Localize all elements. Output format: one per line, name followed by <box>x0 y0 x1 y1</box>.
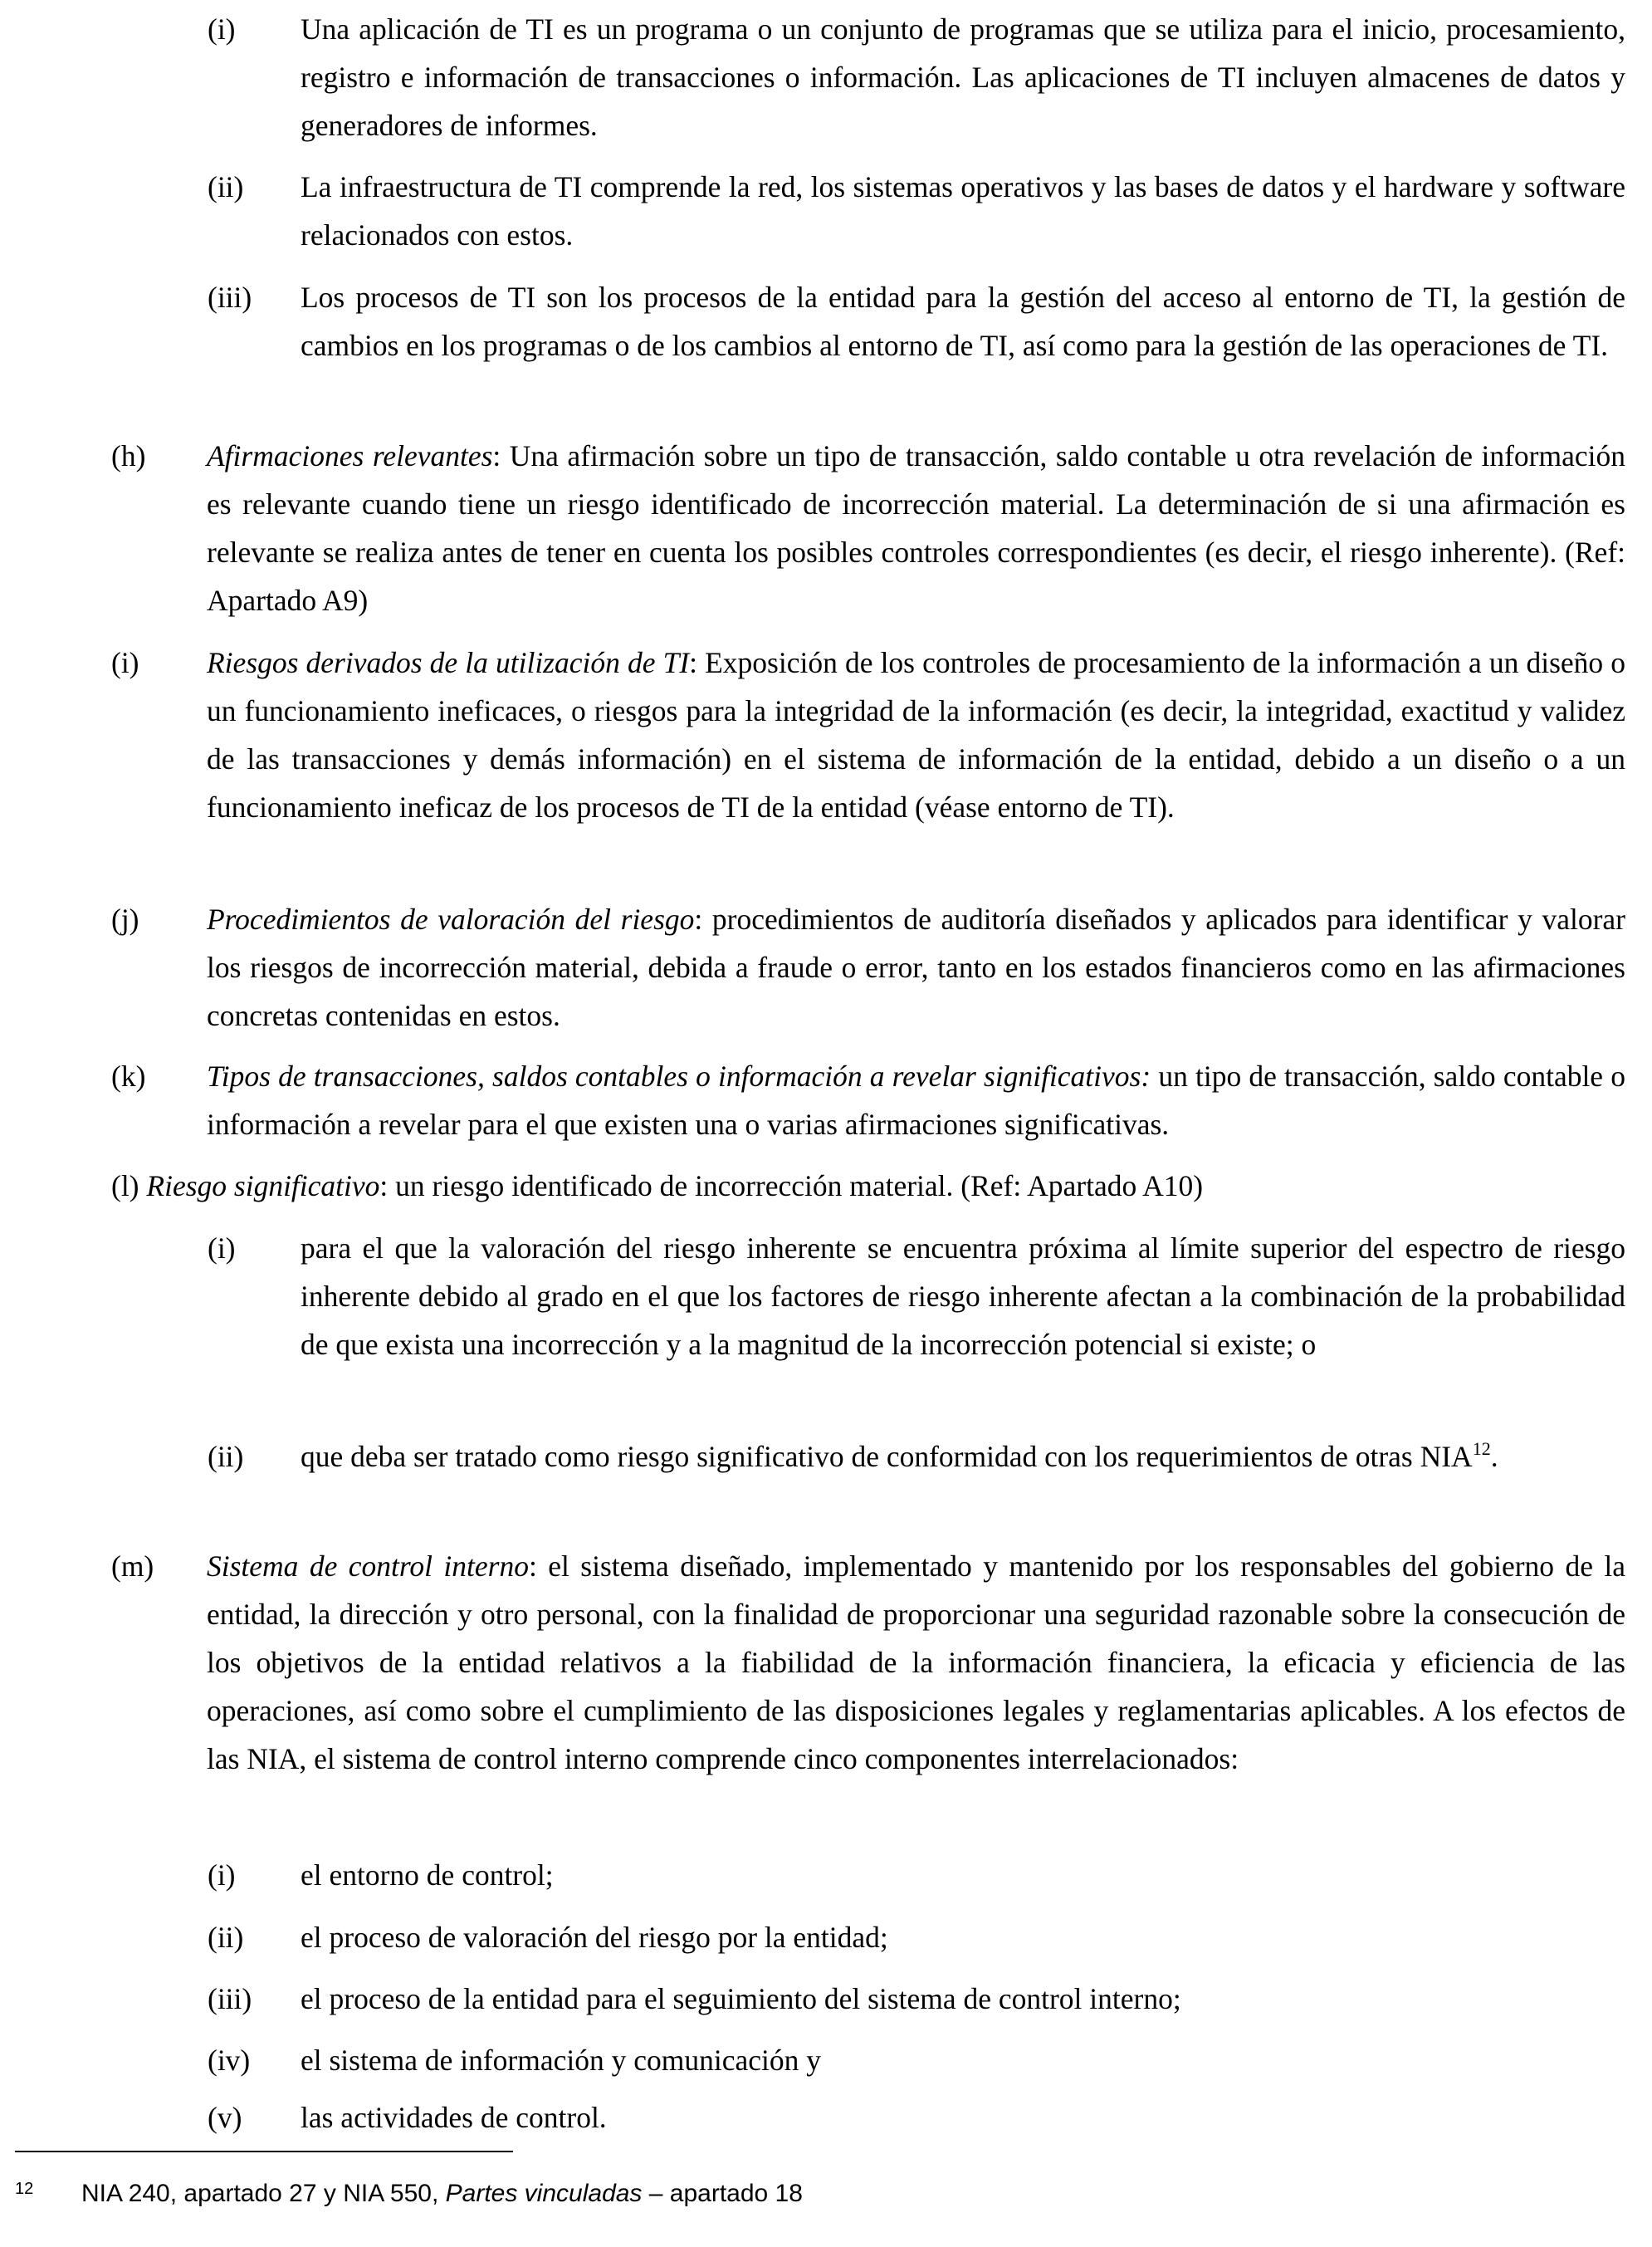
subitem-label: (ii) <box>208 1440 244 1473</box>
definition-label: (k) <box>111 1060 146 1093</box>
definition-label: (h) <box>111 439 146 472</box>
subitem-text: Los procesos de TI son los procesos de la entidad para la gestión del acceso al entorno de TI, la gestión de cambios en los programas o de los cambios al entorno de TI, así como para la gestión de las operaciones de TI. <box>301 281 1625 362</box>
footnote-title: Partes vinculadas <box>445 2180 643 2207</box>
definition-term: Tipos de transacciones, saldos contables o información a revelar significativos: <box>207 1060 1151 1093</box>
footnote-text <box>81 2176 803 2212</box>
subitem-text: el proceso de valoración del riesgo por la entidad; <box>301 1921 888 1954</box>
subitem-label: (iii) <box>208 1982 252 2015</box>
subitem-label: (v) <box>208 2101 242 2134</box>
definition-term: Riesgos derivados de la utilización de TI <box>207 646 690 679</box>
subitem-label: (iii) <box>208 281 252 314</box>
definition-term: Afirmaciones relevantes <box>207 439 493 472</box>
subitem-text: para el que la valoración del riesgo inherente se encuentra próxima al límite superior del espectro de riesgo inherente debido al grado en el que los factores de riesgo inherente afectan a la combinación de la probabilidad de que exista una incorrección y a la magnitud de la incorrección potencial si existe; o <box>301 1231 1625 1361</box>
definition-body: : el sistema diseñado, implementado y mantenido por los responsables del gobierno de la entidad, la dirección y otro personal, con la finalidad de proporcionar una seguridad razonable sobre la consecución de los objetivos de la entidad relativos a la fiabilidad de la información financiera, la eficacia y eficiencia de las operaciones, así como sobre el cumplimiento de las disposiciones legales y reglamentarias aplicables. A los efectos de las NIA, el sistema de control interno comprende cinco componentes interrelacionados: <box>207 1549 1625 1775</box>
footnote-ref[interactable]: 12 <box>1472 1438 1491 1459</box>
subitem-label: (i) <box>208 1858 236 1892</box>
definition-body: : Exposición de los controles de procesamiento de la información a un diseño o un funcionamiento ineficaces, o riesgos para la integridad de la información (es decir, la integridad, exactitud y validez de las transacciones y demás información) en el sistema de información de la entidad, debido a un diseño o a un funcionamiento ineficaz de los procesos de TI de la entidad (véase entorno de TI). <box>207 646 1625 824</box>
footnote-divider <box>15 2151 513 2152</box>
subitem-text: Una aplicación de TI es un programa o un conjunto de programas que se utiliza para el inicio, procesamiento, registro e información de transacciones o información. Las aplicaciones de TI incluyen almacenes de datos y generadores de informes. <box>301 12 1625 142</box>
definition-body: : procedimientos de auditoría diseñados y aplicados para identificar y valorar los riesgos de incorrección material, debida a fraude o error, tanto en los estados financieros como en las afirmaciones concretas contenidas en estos. <box>207 903 1625 1032</box>
definition-label: (j) <box>111 903 139 936</box>
definition-text <box>207 895 1625 1040</box>
subitem-text: La infraestructura de TI comprende la red, los sistemas operativos y las bases de datos y el hardware y software relacionados con estos. <box>301 170 1625 252</box>
definition-term: Sistema de control interno <box>207 1549 529 1583</box>
footnote-number: 12 <box>15 2180 34 2198</box>
subitem-label: (ii) <box>208 1921 244 1954</box>
definition-body: : Una afirmación sobre un tipo de transacción, saldo contable u otra revelación de información es relevante cuando tiene un riesgo identificado de incorrección material. La determinación de si una afirmación es relevante se realiza antes de tener en cuenta los posibles controles correspondientes (es decir, el riesgo inherente). (Ref: Apartado A9) <box>207 439 1625 617</box>
definition-term: Procedimientos de valoración del riesgo <box>207 903 695 936</box>
definition-text <box>111 1162 1625 1210</box>
definition-label: (l) <box>111 1169 139 1202</box>
subitem-text: el sistema de información y comunicación y <box>301 2044 821 2077</box>
footnote-text-start: NIA 240, apartado 27 y NIA 550, <box>81 2180 446 2207</box>
subitem-text <box>301 1432 1625 1481</box>
definition-text <box>207 1052 1625 1148</box>
subitem-label: (iv) <box>208 2044 251 2077</box>
subitem-label: (i) <box>208 12 236 46</box>
definition-label: (i) <box>111 646 139 679</box>
definition-body: : un riesgo identificado de incorrección material. (Ref: Apartado A10) <box>379 1169 1204 1202</box>
subitem-punct: . <box>1490 1440 1498 1473</box>
subitem-text: el entorno de control; <box>301 1858 554 1892</box>
definition-label: (m) <box>111 1549 154 1583</box>
subitem-text: el proceso de la entidad para el seguimiento del sistema de control interno; <box>301 1982 1181 2015</box>
definition-text <box>207 1542 1625 1783</box>
subitem-label: (ii) <box>208 170 244 203</box>
definition-term: Riesgo significativo <box>146 1169 380 1202</box>
footnote-text-end: – apartado 18 <box>642 2180 803 2207</box>
definition-body: un tipo de transacción, saldo contable o información a revelar para el que existen una o varias afirmaciones significativas. <box>207 1060 1625 1141</box>
subitem-text: las actividades de control. <box>301 2101 607 2134</box>
subitem-label: (i) <box>208 1231 236 1265</box>
definition-text <box>207 639 1625 831</box>
subitem-body: que deba ser tratado como riesgo significativo de conformidad con los requerimientos de otras NIA <box>301 1440 1473 1473</box>
definition-text <box>207 432 1625 624</box>
